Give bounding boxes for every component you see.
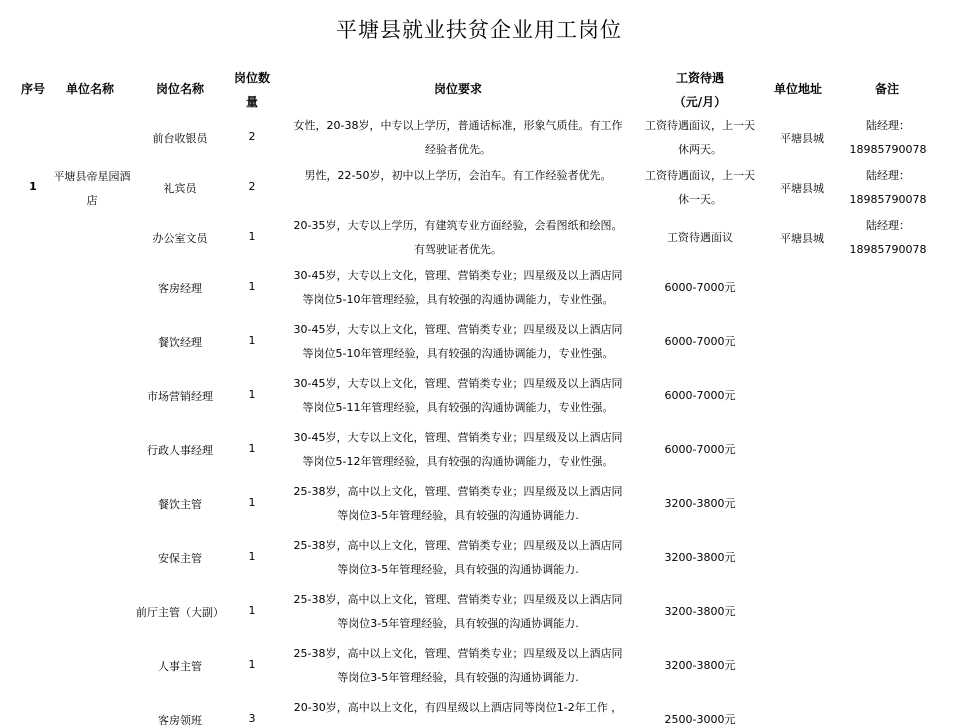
header-count-line1: 岗位数	[233, 71, 270, 85]
note-line: 18985790078	[849, 243, 927, 256]
requirement-line: 等岗位5-10年管理经验，具有较强的沟通协调能力，专业性强。	[302, 293, 614, 306]
page-title: 平塘县就业扶贫企业用工岗位	[336, 18, 622, 42]
header-notes: 备注	[874, 82, 899, 96]
header-seq: 序号	[20, 82, 45, 96]
position-name: 礼宾员	[163, 182, 197, 195]
requirement-line: 等岗位3-5年管理经验，具有较强的沟通协调能力.	[337, 563, 579, 576]
header-salary-line1: 工资待遇	[675, 71, 724, 85]
header-company: 单位名称	[65, 82, 114, 96]
requirement-line: 经验者优先。	[425, 143, 491, 156]
salary-line: 6000-7000元	[664, 281, 736, 294]
position-name: 行政人事经理	[147, 444, 213, 457]
requirement-line: 男性，22-50岁，初中以上学历，会泊车。有工作经验者优先。	[304, 169, 612, 182]
requirement-line: 25-38岁，高中以上文化，管理、营销类专业；四星级及以上酒店同	[293, 647, 623, 660]
requirement-line: 女性，20-38岁，中专以上学历，普通话标准，形象气质佳。有工作	[293, 119, 623, 132]
note-line: 18985790078	[849, 193, 927, 206]
requirement-line: 25-38岁，高中以上文化，管理、营销类专业；四星级及以上酒店同	[293, 539, 623, 552]
salary-line: 3200-3800元	[664, 497, 736, 510]
address: 平塘县城	[780, 182, 824, 195]
salary-line: 3200-3800元	[664, 659, 736, 672]
position-name: 安保主管	[158, 552, 202, 565]
note-line: 陆经理：	[866, 119, 910, 132]
position-name: 市场营销经理	[147, 390, 213, 403]
header-position: 岗位名称	[155, 82, 204, 96]
position-count: 1	[248, 658, 256, 671]
header-address: 单位地址	[773, 82, 822, 96]
address: 平塘县城	[780, 132, 824, 145]
requirement-line: 等岗位5-10年管理经验，具有较强的沟通协调能力，专业性强。	[302, 347, 614, 360]
position-count: 1	[248, 550, 256, 563]
requirement-line: 20-35岁，大专以上学历，有建筑专业方面经验，会看图纸和绘图。	[293, 219, 623, 232]
salary-line: 工资待遇面议，上一天	[645, 169, 755, 182]
position-name: 餐饮主管	[158, 498, 202, 511]
header-count-line2: 量	[245, 95, 258, 109]
position-name: 客房经理	[158, 282, 202, 295]
requirement-line: 等岗位3-5年管理经验，具有较强的沟通协调能力.	[337, 671, 579, 684]
requirement-line: 等岗位5-12年管理经验，具有较强的沟通协调能力，专业性强。	[302, 455, 614, 468]
salary-line: 3200-3800元	[664, 551, 736, 564]
position-name: 餐饮经理	[158, 336, 202, 349]
position-name: 办公室文员	[152, 232, 208, 245]
salary-line: 6000-7000元	[664, 389, 736, 402]
requirement-line: 等岗位5-11年管理经验，具有较强的沟通协调能力，专业性强。	[302, 401, 614, 414]
note-line: 陆经理：	[866, 169, 910, 182]
position-count: 1	[248, 388, 256, 401]
requirement-line: 30-45岁，大专以上文化，管理、营销类专业；四星级及以上酒店同	[293, 377, 623, 390]
salary-line: 工资待遇面议，上一天	[645, 119, 755, 132]
company-name-line1: 平塘县帝星园酒	[53, 170, 131, 183]
requirement-line: 20-30岁，高中以上文化，有四星级以上酒店同等岗位1-2年工作 ，	[293, 701, 623, 714]
position-count: 1	[248, 334, 256, 347]
salary-line: 休一天。	[678, 193, 722, 206]
salary-line: 3200-3800元	[664, 605, 736, 618]
salary-line: 6000-7000元	[664, 335, 736, 348]
note-line: 陆经理：	[866, 219, 910, 232]
position-name: 前厅主管（大副）	[136, 606, 224, 619]
company-seq: 1	[29, 180, 37, 193]
salary-line: 2500-3000元	[664, 713, 736, 726]
position-count: 3	[248, 712, 256, 725]
position-count: 2	[248, 130, 256, 143]
company-name-line2: 店	[86, 194, 98, 207]
position-count: 2	[248, 180, 256, 193]
position-count: 1	[248, 496, 256, 509]
header-requirements: 岗位要求	[433, 82, 482, 96]
requirement-line: 30-45岁，大专以上文化，管理、营销类专业；四星级及以上酒店同	[293, 269, 623, 282]
position-count: 1	[248, 604, 256, 617]
requirement-line: 30-45岁，大专以上文化，管理、营销类专业；四星级及以上酒店同	[293, 323, 623, 336]
position-name: 前台收银员	[152, 132, 208, 145]
requirement-line: 有驾驶证者优先。	[414, 243, 502, 256]
salary-line: 休两天。	[678, 143, 722, 156]
header-salary-line2: （元/月）	[673, 95, 727, 109]
position-name: 客房领班	[158, 714, 202, 727]
note-line: 18985790078	[849, 143, 927, 156]
position-name: 人事主管	[158, 660, 202, 673]
requirement-line: 等岗位3-5年管理经验，具有较强的沟通协调能力.	[337, 509, 579, 522]
address: 平塘县城	[780, 232, 824, 245]
requirement-line: 等岗位3-5年管理经验，具有较强的沟通协调能力.	[337, 617, 579, 630]
position-count: 1	[248, 280, 256, 293]
salary-line: 6000-7000元	[664, 443, 736, 456]
position-count: 1	[248, 442, 256, 455]
requirement-line: 30-45岁，大专以上文化，管理、营销类专业；四星级及以上酒店同	[293, 431, 623, 444]
salary-line: 工资待遇面议	[667, 231, 733, 244]
requirement-line: 25-38岁，高中以上文化，管理、营销类专业；四星级及以上酒店同	[293, 485, 623, 498]
position-count: 1	[248, 230, 256, 243]
requirement-line: 25-38岁，高中以上文化，管理、营销类专业；四星级及以上酒店同	[293, 593, 623, 606]
